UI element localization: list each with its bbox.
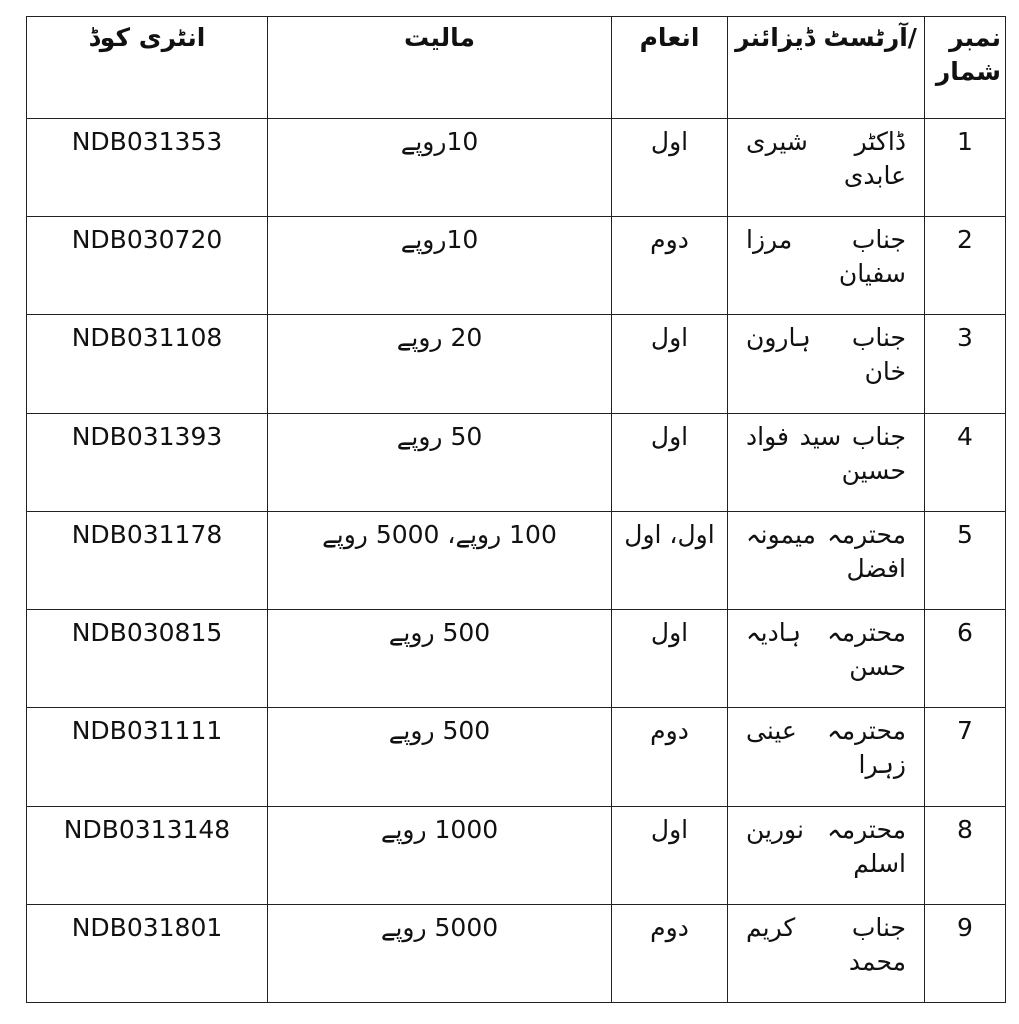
name-text: محترمہ عینی زہرا <box>746 716 906 780</box>
cell-prize: اول <box>612 413 728 511</box>
name-text: جناب ہارون خان <box>746 323 906 387</box>
cell-serial: 8 <box>925 806 1006 904</box>
cell-prize: اول <box>612 315 728 413</box>
prize-winners-table <box>26 16 1006 1003</box>
name-text: جناب کریم محمد <box>746 912 906 976</box>
cell-entry-code: NDB031111 <box>27 708 268 806</box>
header-serial: نمبر شمار <box>925 17 1006 119</box>
cell-serial: 9 <box>925 904 1006 1002</box>
cell-entry-code: NDB031393 <box>27 413 268 511</box>
header-entry-code: انٹری کوڈ <box>27 17 268 119</box>
table-row <box>27 119 1006 217</box>
table-header <box>27 17 1006 119</box>
table-row <box>27 610 1006 708</box>
header-name: /آرٹسٹ ڈیزائنر <box>728 17 925 119</box>
cell-serial: 6 <box>925 610 1006 708</box>
cell-entry-code: NDB0313148 <box>27 806 268 904</box>
table-row <box>27 708 1006 806</box>
cell-name <box>728 806 925 904</box>
cell-entry-code: NDB030815 <box>27 610 268 708</box>
cell-serial: 5 <box>925 511 1006 609</box>
header-prize: انعام <box>612 17 728 119</box>
name-text: محترمہ میمونہ افضل <box>746 519 906 583</box>
cell-entry-code: NDB031353 <box>27 119 268 217</box>
cell-amount: 50 روپے <box>268 413 612 511</box>
cell-amount: 500 روپے <box>268 610 612 708</box>
table-body <box>27 119 1006 1003</box>
cell-amount: 10روپے <box>268 119 612 217</box>
table-row <box>27 217 1006 315</box>
cell-entry-code: NDB031108 <box>27 315 268 413</box>
cell-prize: دوم <box>612 904 728 1002</box>
cell-amount: 20 روپے <box>268 315 612 413</box>
table-row <box>27 511 1006 609</box>
name-text: محترمہ ہادیہ حسن <box>746 618 906 682</box>
cell-prize: اول، اول <box>612 511 728 609</box>
cell-name <box>728 217 925 315</box>
cell-amount: 100 روپے، 5000 روپے <box>268 511 612 609</box>
cell-name <box>728 904 925 1002</box>
name-text: محترمہ نورین اسلم <box>746 814 906 878</box>
name-text: ڈاکٹر شیری عابدی <box>746 127 906 190</box>
cell-amount: 500 روپے <box>268 708 612 806</box>
cell-name <box>728 610 925 708</box>
table-row <box>27 904 1006 1002</box>
cell-entry-code: NDB031801 <box>27 904 268 1002</box>
cell-amount: 5000 روپے <box>268 904 612 1002</box>
cell-prize: اول <box>612 610 728 708</box>
name-text: جناب سید فواد حسین <box>746 421 906 485</box>
cell-serial: 1 <box>925 119 1006 217</box>
cell-serial: 4 <box>925 413 1006 511</box>
cell-amount: 1000 روپے <box>268 806 612 904</box>
cell-entry-code: NDB031178 <box>27 511 268 609</box>
cell-name <box>728 511 925 609</box>
table-row <box>27 806 1006 904</box>
cell-prize: اول <box>612 806 728 904</box>
cell-serial: 2 <box>925 217 1006 315</box>
cell-name <box>728 413 925 511</box>
table-row <box>27 315 1006 413</box>
table-row <box>27 413 1006 511</box>
cell-name <box>728 708 925 806</box>
header-row <box>27 17 1006 119</box>
cell-serial: 7 <box>925 708 1006 806</box>
cell-entry-code: NDB030720 <box>27 217 268 315</box>
cell-serial: 3 <box>925 315 1006 413</box>
cell-amount: 10روپے <box>268 217 612 315</box>
cell-prize: اول <box>612 119 728 217</box>
cell-name <box>728 119 925 217</box>
cell-name <box>728 315 925 413</box>
name-text: جناب مرزا سفیان <box>746 225 906 289</box>
header-amount: مالیت <box>268 17 612 119</box>
cell-prize: دوم <box>612 708 728 806</box>
cell-prize: دوم <box>612 217 728 315</box>
